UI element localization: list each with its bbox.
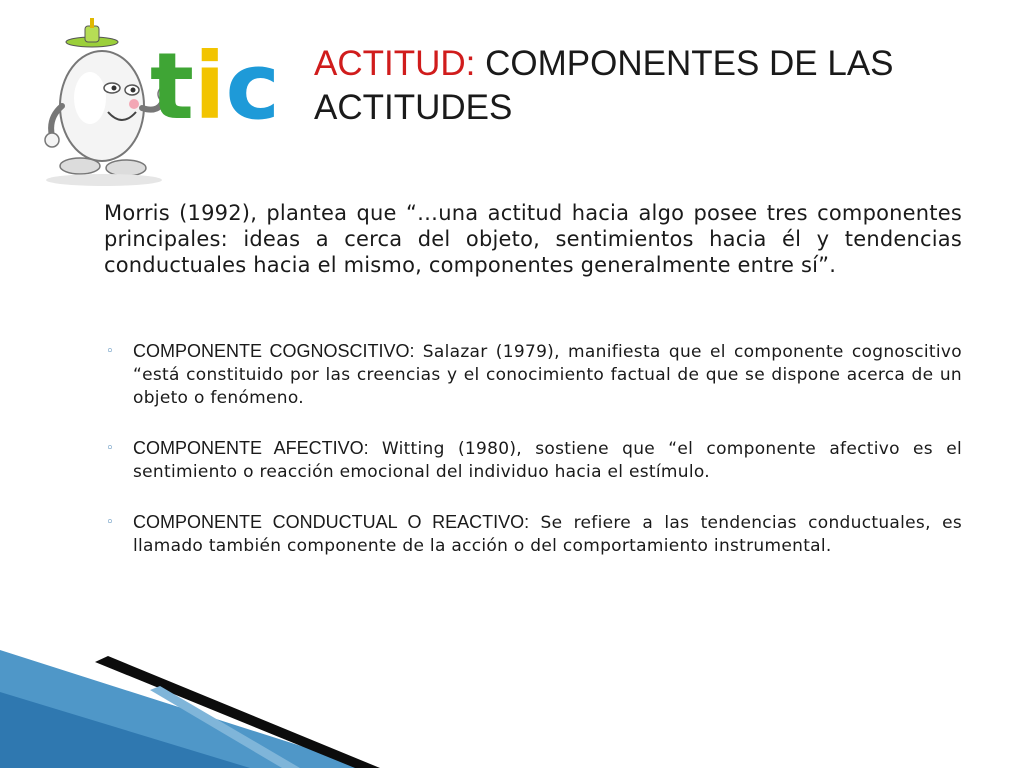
tic-logo [30,18,290,193]
swoosh-blue-band [0,650,370,768]
bullet-heading: COMPONENTE COGNOSCITIVO: [133,341,415,361]
swoosh-deep-blue-band [0,692,250,768]
title-rest: COMPONENTES DE LAS ACTITUDES [314,44,894,127]
bullet-circle-icon: ◦ [106,344,114,359]
bullet-circle-icon: ◦ [106,515,114,530]
list-item-cognoscitivo [104,340,962,410]
components-list [104,340,962,585]
slide-title [314,42,994,130]
list-item-conductual [104,511,962,558]
bullet-text: Se refiere a las tendencias conductuales, es llamado también componente de la acción o del comportamiento instrumental. [133,513,962,556]
svg-text:tic [150,33,280,140]
intro-paragraph: Morris (1992), plantea que “…una actitud hacia algo posee tres componentes principales: ideas a cerca del objeto, sentimientos hacia él y tendencias conductuales hacia el mismo, componentes generalmente entre sí”. [104,201,962,277]
bullet-text: Salazar (1979), manifiesta que el componente cognoscitivo “está constituido por las creencias y el conocimiento factual de que se dispone acerca de un objeto o fenómeno. [133,342,962,408]
swoosh-light-stripe [150,686,300,768]
swoosh-dark-stripe [95,656,380,768]
list-item-afectivo [104,437,962,484]
logo-letter-i: i [193,33,226,140]
logo-letter-t: t [150,33,194,140]
bullet-heading: COMPONENTE CONDUCTUAL O REACTIVO: [133,512,530,532]
title-lead: ACTITUD: [314,44,476,83]
bullet-heading: COMPONENTE AFECTIVO: [133,438,369,458]
logo-letter-c: c [225,33,281,140]
bullet-text: Witting (1980), sostiene que “el componente afectivo es el sentimiento o reacción emocional del individuo hacia el estímulo. [133,439,962,482]
tic-mascot-icon [30,18,290,193]
bullet-circle-icon: ◦ [106,441,114,456]
